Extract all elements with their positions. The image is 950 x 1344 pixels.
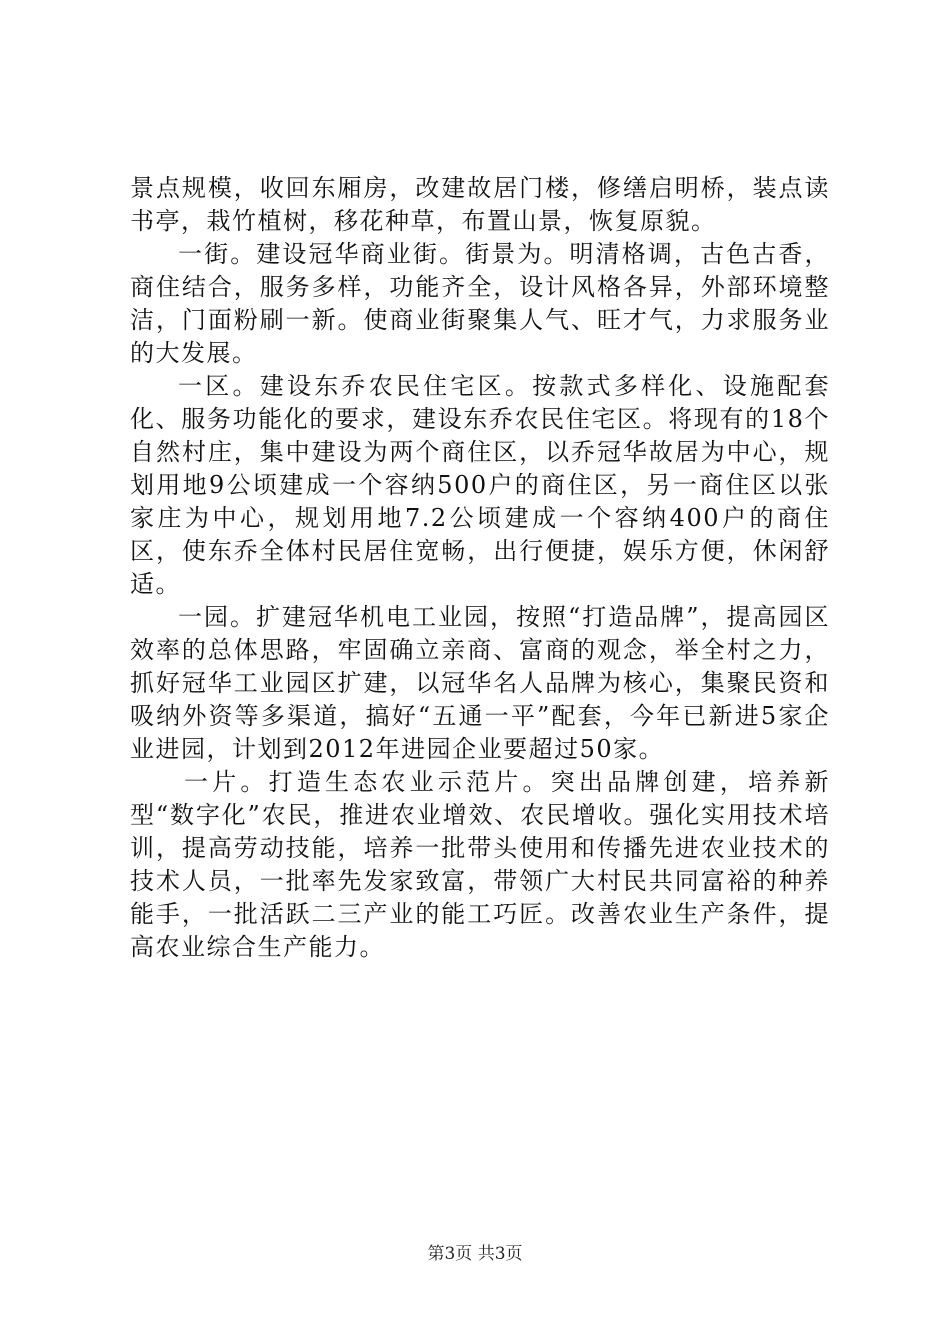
paragraph-residential-area: 一区。建设东乔农民住宅区。按款式多样化、设施配套化、服务功能化的要求，建设东乔农民住宅区。将现有的18个自然村庄，集中建设为两个商住区，以乔冠华故居为中心，规划用地9公顷建成一个容纳500户的商住区，另一商住区以张家庄为中心，规划用地7.2公顷建成一个容纳400户的商住区，使东乔全体村民居住宽畅，出行便捷，娱乐方便，休闲舒适。 [130,372,830,598]
paragraph-commercial-street: 一街。建设冠华商业街。街景为。明清格调，古色古香，商住结合，服务多样，功能齐全，设计风格各异，外部环境整洁，门面粉刷一新。使商业街聚集人气、旺才气，力求服务业的大发展。 [130,240,830,367]
paragraph-industrial-park: 一园。扩建冠华机电工业园，按照“打造品牌”，提高园区效率的总体思路，牢固确立亲商、富商的观念，举全村之力，抓好冠华工业园区扩建，以冠华名人品牌为核心，集聚民资和吸纳外资等多渠道，搞好“五通一平”配套，今年已新进5家企业进园，计划到2012年进园企业要超过50家。 [130,603,830,763]
paragraph-continuation: 景点规模，收回东厢房，改建故居门楼，修缮启明桥，装点读书亭，栽竹植树，移花种草，布置山景，恢复原貌。 [130,174,830,235]
paragraph-ecological-agriculture: 一片。打造生态农业示范片。突出品牌创建，培养新型“数字化”农民，推进农业增效、农民增收。强化实用技术培训，提高劳动技能，培养一批带头使用和传播先进农业技术的技术人员，一批率先发家致富，带领广大村民共同富裕的种养能手，一批活跃二三产业的能工巧匠。改善农业生产条件，提高农业综合生产能力。 [130,768,830,961]
page-footer: 第3页 共3页 [427,1244,523,1264]
document-body [130,172,830,964]
